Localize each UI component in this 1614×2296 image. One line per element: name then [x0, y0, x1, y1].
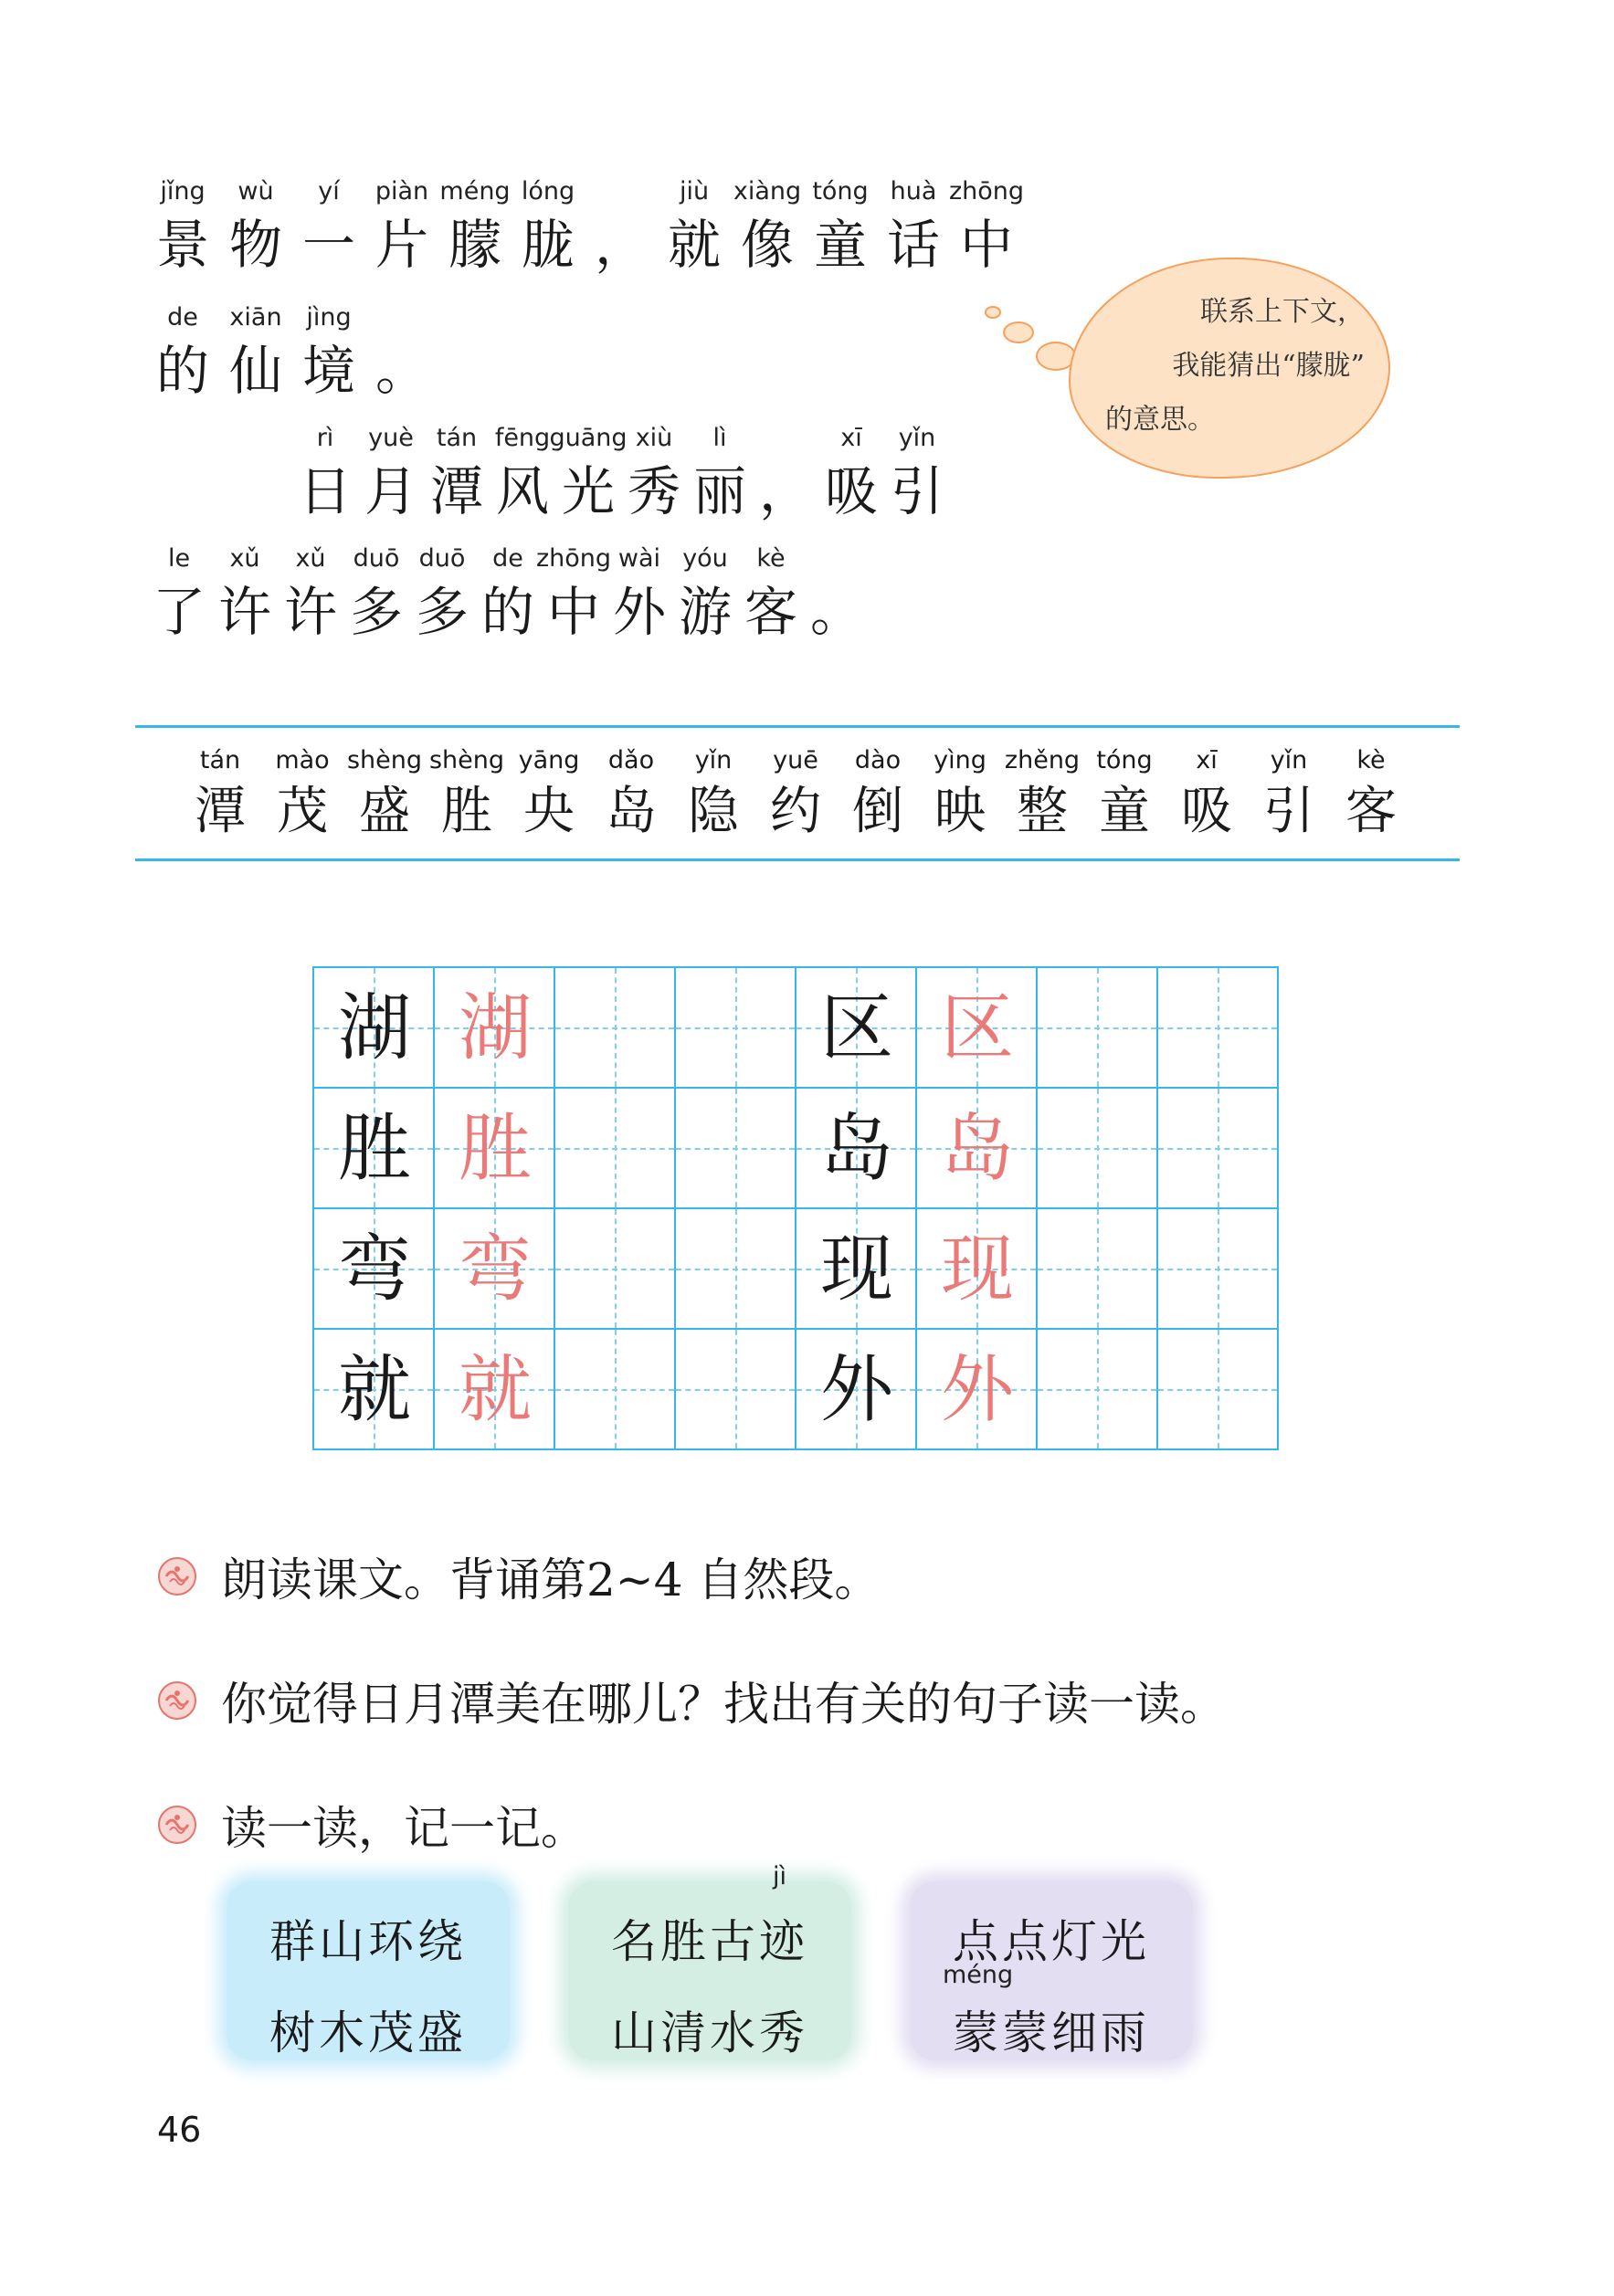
- passage-char: [804, 174, 877, 279]
- passage-char: [753, 420, 818, 526]
- seal-icon: [157, 1556, 197, 1596]
- vocab-item: [1330, 742, 1412, 844]
- exercise-text: 你觉得日月潭美在哪儿？找出有关的句子读一读。: [221, 1678, 1226, 1731]
- vocab-item: [1248, 742, 1330, 844]
- passage-char: [292, 420, 358, 526]
- passage-line: [146, 174, 1023, 279]
- pinyin: le: [167, 544, 191, 573]
- hanzi: 像: [740, 214, 794, 276]
- passage-char: [292, 174, 365, 279]
- vocab-pinyin: zhěng: [1004, 746, 1081, 774]
- passage-line: [146, 300, 438, 405]
- card-word: 山清水秀: [611, 2006, 808, 2059]
- word-card-3: [910, 1881, 1193, 2060]
- passage-char: [818, 420, 884, 526]
- bubble-line: 的意思。: [1105, 404, 1215, 436]
- bubble-dot-medium: [1003, 321, 1034, 343]
- passage-char: [358, 420, 424, 526]
- exercise-1: [157, 1543, 880, 1609]
- card-word: 名胜古迹: [611, 1915, 808, 1968]
- seal-icon: [157, 1805, 197, 1845]
- hanzi: 。: [374, 340, 428, 402]
- grid-cell: [1158, 1209, 1279, 1330]
- grid-cell: [555, 968, 676, 1089]
- passage-char: [292, 300, 365, 405]
- passage-char: [877, 174, 950, 279]
- passage-char: [621, 420, 687, 526]
- passage-line: [146, 541, 870, 647]
- vocab-item: [179, 742, 261, 844]
- pinyin: yuè: [368, 424, 414, 452]
- bubble-line: 联系上下文，: [1200, 296, 1365, 328]
- hanzi: 话: [886, 214, 940, 276]
- pinyin: duō: [418, 544, 466, 573]
- vocab-pinyin: xī: [1196, 746, 1218, 774]
- pinyin: zhōng: [948, 177, 1025, 205]
- vocab-hanzi: 茂: [277, 782, 328, 841]
- hanzi: 客: [744, 581, 797, 643]
- vocab-pinyin: yǐn: [694, 746, 733, 774]
- vocab-item: [343, 742, 426, 844]
- vocab-pinyin: yuē: [773, 746, 818, 774]
- pinyin: jiù: [679, 177, 710, 205]
- hanzi: 外: [612, 581, 666, 643]
- passage-char: [219, 174, 292, 279]
- card-pinyin: jì: [773, 1862, 787, 1891]
- grid-cell: [1038, 1330, 1158, 1450]
- pinyin: lì: [712, 424, 727, 452]
- vocab-pinyin: kè: [1356, 746, 1386, 774]
- vocab-hanzi: 岛: [606, 782, 657, 841]
- passage-char: [672, 541, 738, 647]
- grid-cell: [555, 1330, 676, 1450]
- vocab-item: [1166, 742, 1248, 844]
- pinyin: tán: [436, 424, 478, 452]
- hanzi: 光: [561, 460, 615, 522]
- vocab-item: [508, 742, 590, 844]
- vocab-item: [754, 742, 837, 844]
- pinyin: guāng: [549, 424, 628, 452]
- vocab-hanzi: 盛: [359, 782, 410, 841]
- passage-char: [212, 541, 278, 647]
- pinyin: duō: [353, 544, 400, 573]
- passage-char: [278, 541, 343, 647]
- vocab-hanzi: 倒: [852, 782, 903, 841]
- hanzi: 童: [813, 214, 867, 276]
- pinyin: tóng: [812, 177, 869, 205]
- passage-char: [607, 541, 672, 647]
- pinyin: huà: [890, 177, 937, 205]
- passage-char: [512, 174, 585, 279]
- model-character: 区: [820, 985, 893, 1070]
- passage-char: [365, 300, 438, 405]
- grid-cell: [676, 1089, 796, 1209]
- vocab-pinyin: tóng: [1096, 746, 1153, 774]
- trace-character: 外: [941, 1347, 1014, 1432]
- grid-cell: [555, 1209, 676, 1330]
- passage-char: [687, 420, 753, 526]
- vocab-pinyin: dào: [854, 746, 902, 774]
- trace-character: 弯: [459, 1227, 532, 1311]
- vocab-strip: [179, 742, 1412, 844]
- pinyin: de: [167, 303, 198, 332]
- hanzi: 景: [155, 214, 209, 276]
- passage-char: [424, 420, 490, 526]
- hanzi: 许: [217, 581, 271, 643]
- passage-char: [490, 420, 555, 526]
- grid-cell: [555, 1089, 676, 1209]
- passage-char: [549, 420, 628, 526]
- hanzi: 就: [667, 214, 721, 276]
- hanzi: 秀: [627, 460, 680, 522]
- model-character: 湖: [338, 985, 411, 1070]
- passage-char: [146, 174, 219, 279]
- hanzi: 的: [155, 340, 209, 402]
- pinyin: wài: [617, 544, 661, 573]
- vocab-item: [1001, 742, 1083, 844]
- grid-cell: [1158, 968, 1279, 1089]
- exercise-text: 朗读课文。背诵第2~4 自然段。: [221, 1553, 881, 1606]
- hanzi: 物: [228, 214, 282, 276]
- trace-character: 现: [941, 1227, 1014, 1311]
- vocab-hanzi: 胜: [441, 782, 492, 841]
- passage-char: [535, 541, 612, 647]
- trace-character: 胜: [459, 1106, 532, 1191]
- hanzi: 多: [349, 581, 403, 643]
- grid-cell: [676, 968, 796, 1089]
- hanzi: 月: [364, 460, 417, 522]
- card-word: 群山环绕: [269, 1915, 467, 1968]
- vocab-item: [672, 742, 754, 844]
- pinyin: xǔ: [295, 544, 326, 573]
- passage-char: [585, 174, 658, 279]
- passage-char: [365, 174, 438, 279]
- vocab-bottom-rule: [135, 858, 1460, 861]
- model-character: 弯: [338, 1227, 411, 1311]
- word-card-2: [568, 1862, 851, 2060]
- grid-cell: [676, 1330, 796, 1450]
- vocab-pinyin: yǐn: [1270, 746, 1308, 774]
- pinyin: rì: [316, 424, 334, 452]
- bubble-dot-small: [985, 306, 1001, 319]
- grid-cell: [1158, 1089, 1279, 1209]
- model-character: 就: [338, 1347, 411, 1432]
- grid-cell: [1158, 1330, 1279, 1450]
- vocab-hanzi: 央: [523, 782, 575, 841]
- model-character: 胜: [338, 1106, 411, 1191]
- model-character: 现: [820, 1227, 893, 1311]
- pinyin: zhōng: [535, 544, 612, 573]
- vocab-hanzi: 童: [1099, 782, 1150, 841]
- trace-character: 岛: [941, 1106, 1014, 1191]
- passage-char: [146, 300, 219, 405]
- vocab-pinyin: yāng: [518, 746, 580, 774]
- hanzi: 了: [152, 581, 206, 643]
- trace-character: 区: [941, 985, 1014, 1070]
- pinyin: yí: [318, 177, 340, 205]
- model-character: 岛: [820, 1106, 893, 1191]
- passage-char: [731, 174, 804, 279]
- pinyin: de: [492, 544, 523, 573]
- exercise-2: [157, 1668, 1226, 1733]
- pinyin: jìng: [306, 303, 352, 332]
- vocab-hanzi: 隐: [688, 782, 739, 841]
- seal-icon: [157, 1680, 197, 1721]
- passage-char: [658, 174, 731, 279]
- hanzi: 境: [301, 340, 355, 402]
- hanzi: 吸: [824, 460, 878, 522]
- passage-char: [438, 174, 512, 279]
- vocab-hanzi: 约: [770, 782, 821, 841]
- vocab-pinyin: mào: [275, 746, 330, 774]
- hanzi: 许: [283, 581, 337, 643]
- passage-char: [219, 300, 292, 405]
- vocab-hanzi: 整: [1017, 782, 1068, 841]
- hanzi: 仙: [228, 340, 282, 402]
- grid-cell: [1038, 968, 1158, 1089]
- grid-cell: [1038, 1089, 1158, 1209]
- pinyin: lóng: [521, 177, 575, 205]
- card-word: 点点灯光: [953, 1915, 1150, 1968]
- grid-cell: [676, 1209, 796, 1330]
- pinyin: wù: [237, 177, 274, 205]
- vocab-item: [919, 742, 1001, 844]
- grid-cell: [1038, 1209, 1158, 1330]
- model-character: 外: [820, 1347, 893, 1432]
- page-number: 46: [157, 2110, 202, 2150]
- bubble-line: 我能猜出“朦胧”: [1172, 350, 1365, 382]
- pinyin: xǔ: [229, 544, 260, 573]
- card-word: 树木茂盛: [269, 2006, 467, 2059]
- vocab-item: [261, 742, 343, 844]
- hanzi: 潭: [429, 460, 483, 522]
- pinyin: yóu: [682, 544, 728, 573]
- hanzi: 。: [809, 581, 863, 643]
- pinyin: fēng: [494, 424, 551, 452]
- card-word: 蒙蒙细雨: [953, 2006, 1150, 2059]
- trace-character: 就: [459, 1347, 532, 1432]
- passage-char: [475, 541, 541, 647]
- pinyin: méng: [439, 177, 511, 205]
- hanzi: 丽: [692, 460, 746, 522]
- pinyin: xiān: [229, 303, 282, 332]
- vocab-pinyin: yìng: [934, 746, 986, 774]
- hanzi: ，: [594, 214, 648, 276]
- pinyin: jǐng: [160, 177, 206, 205]
- hanzi: 片: [374, 214, 428, 276]
- vocab-pinyin: shèng: [346, 746, 423, 774]
- hanzi: 的: [480, 581, 534, 643]
- hanzi: 胧: [521, 214, 575, 276]
- card-pinyin: méng: [943, 1961, 1014, 1989]
- passage-char: [738, 541, 804, 647]
- trace-character: 湖: [459, 985, 532, 1070]
- passage-char: [804, 541, 870, 647]
- vocab-item: [426, 742, 508, 844]
- vocab-top-rule: [135, 725, 1460, 728]
- hanzi: 游: [678, 581, 732, 643]
- passage-char: [146, 541, 212, 647]
- pinyin: xī: [840, 424, 862, 452]
- vocab-item: [590, 742, 672, 844]
- writing-grid: [312, 966, 1279, 1450]
- hanzi: 引: [890, 460, 944, 522]
- vocab-hanzi: 客: [1345, 782, 1397, 841]
- vocab-pinyin: shèng: [428, 746, 505, 774]
- exercise-text: 读一读，记一记。: [221, 1802, 586, 1855]
- pinyin: yǐn: [898, 424, 936, 452]
- pinyin: xiù: [635, 424, 673, 452]
- vocab-hanzi: 吸: [1181, 782, 1232, 841]
- vocab-hanzi: 映: [934, 782, 986, 841]
- hanzi: 风: [495, 460, 549, 522]
- passage-char: [409, 541, 475, 647]
- pinyin: kè: [756, 544, 786, 573]
- vocab-item: [837, 742, 919, 844]
- vocab-pinyin: dǎo: [607, 746, 655, 774]
- hanzi: 多: [415, 581, 469, 643]
- passage-char: [884, 420, 950, 526]
- hanzi: 中: [546, 581, 600, 643]
- word-card-1: [227, 1881, 510, 2060]
- vocab-hanzi: 潭: [195, 782, 246, 841]
- exercise-3: [157, 1792, 586, 1858]
- passage-line: [292, 420, 950, 526]
- thought-bubble-text: [1105, 285, 1370, 447]
- hanzi: 中: [959, 214, 1013, 276]
- hanzi: 日: [298, 460, 352, 522]
- pinyin: xiàng: [733, 177, 802, 205]
- pinyin: piàn: [374, 177, 429, 205]
- vocab-item: [1083, 742, 1166, 844]
- hanzi: 一: [301, 214, 355, 276]
- vocab-pinyin: tán: [199, 746, 241, 774]
- passage-char: [343, 541, 409, 647]
- hanzi: ，: [758, 460, 812, 522]
- hanzi: 朦: [448, 214, 501, 276]
- vocab-hanzi: 引: [1263, 782, 1314, 841]
- passage-char: [950, 174, 1023, 279]
